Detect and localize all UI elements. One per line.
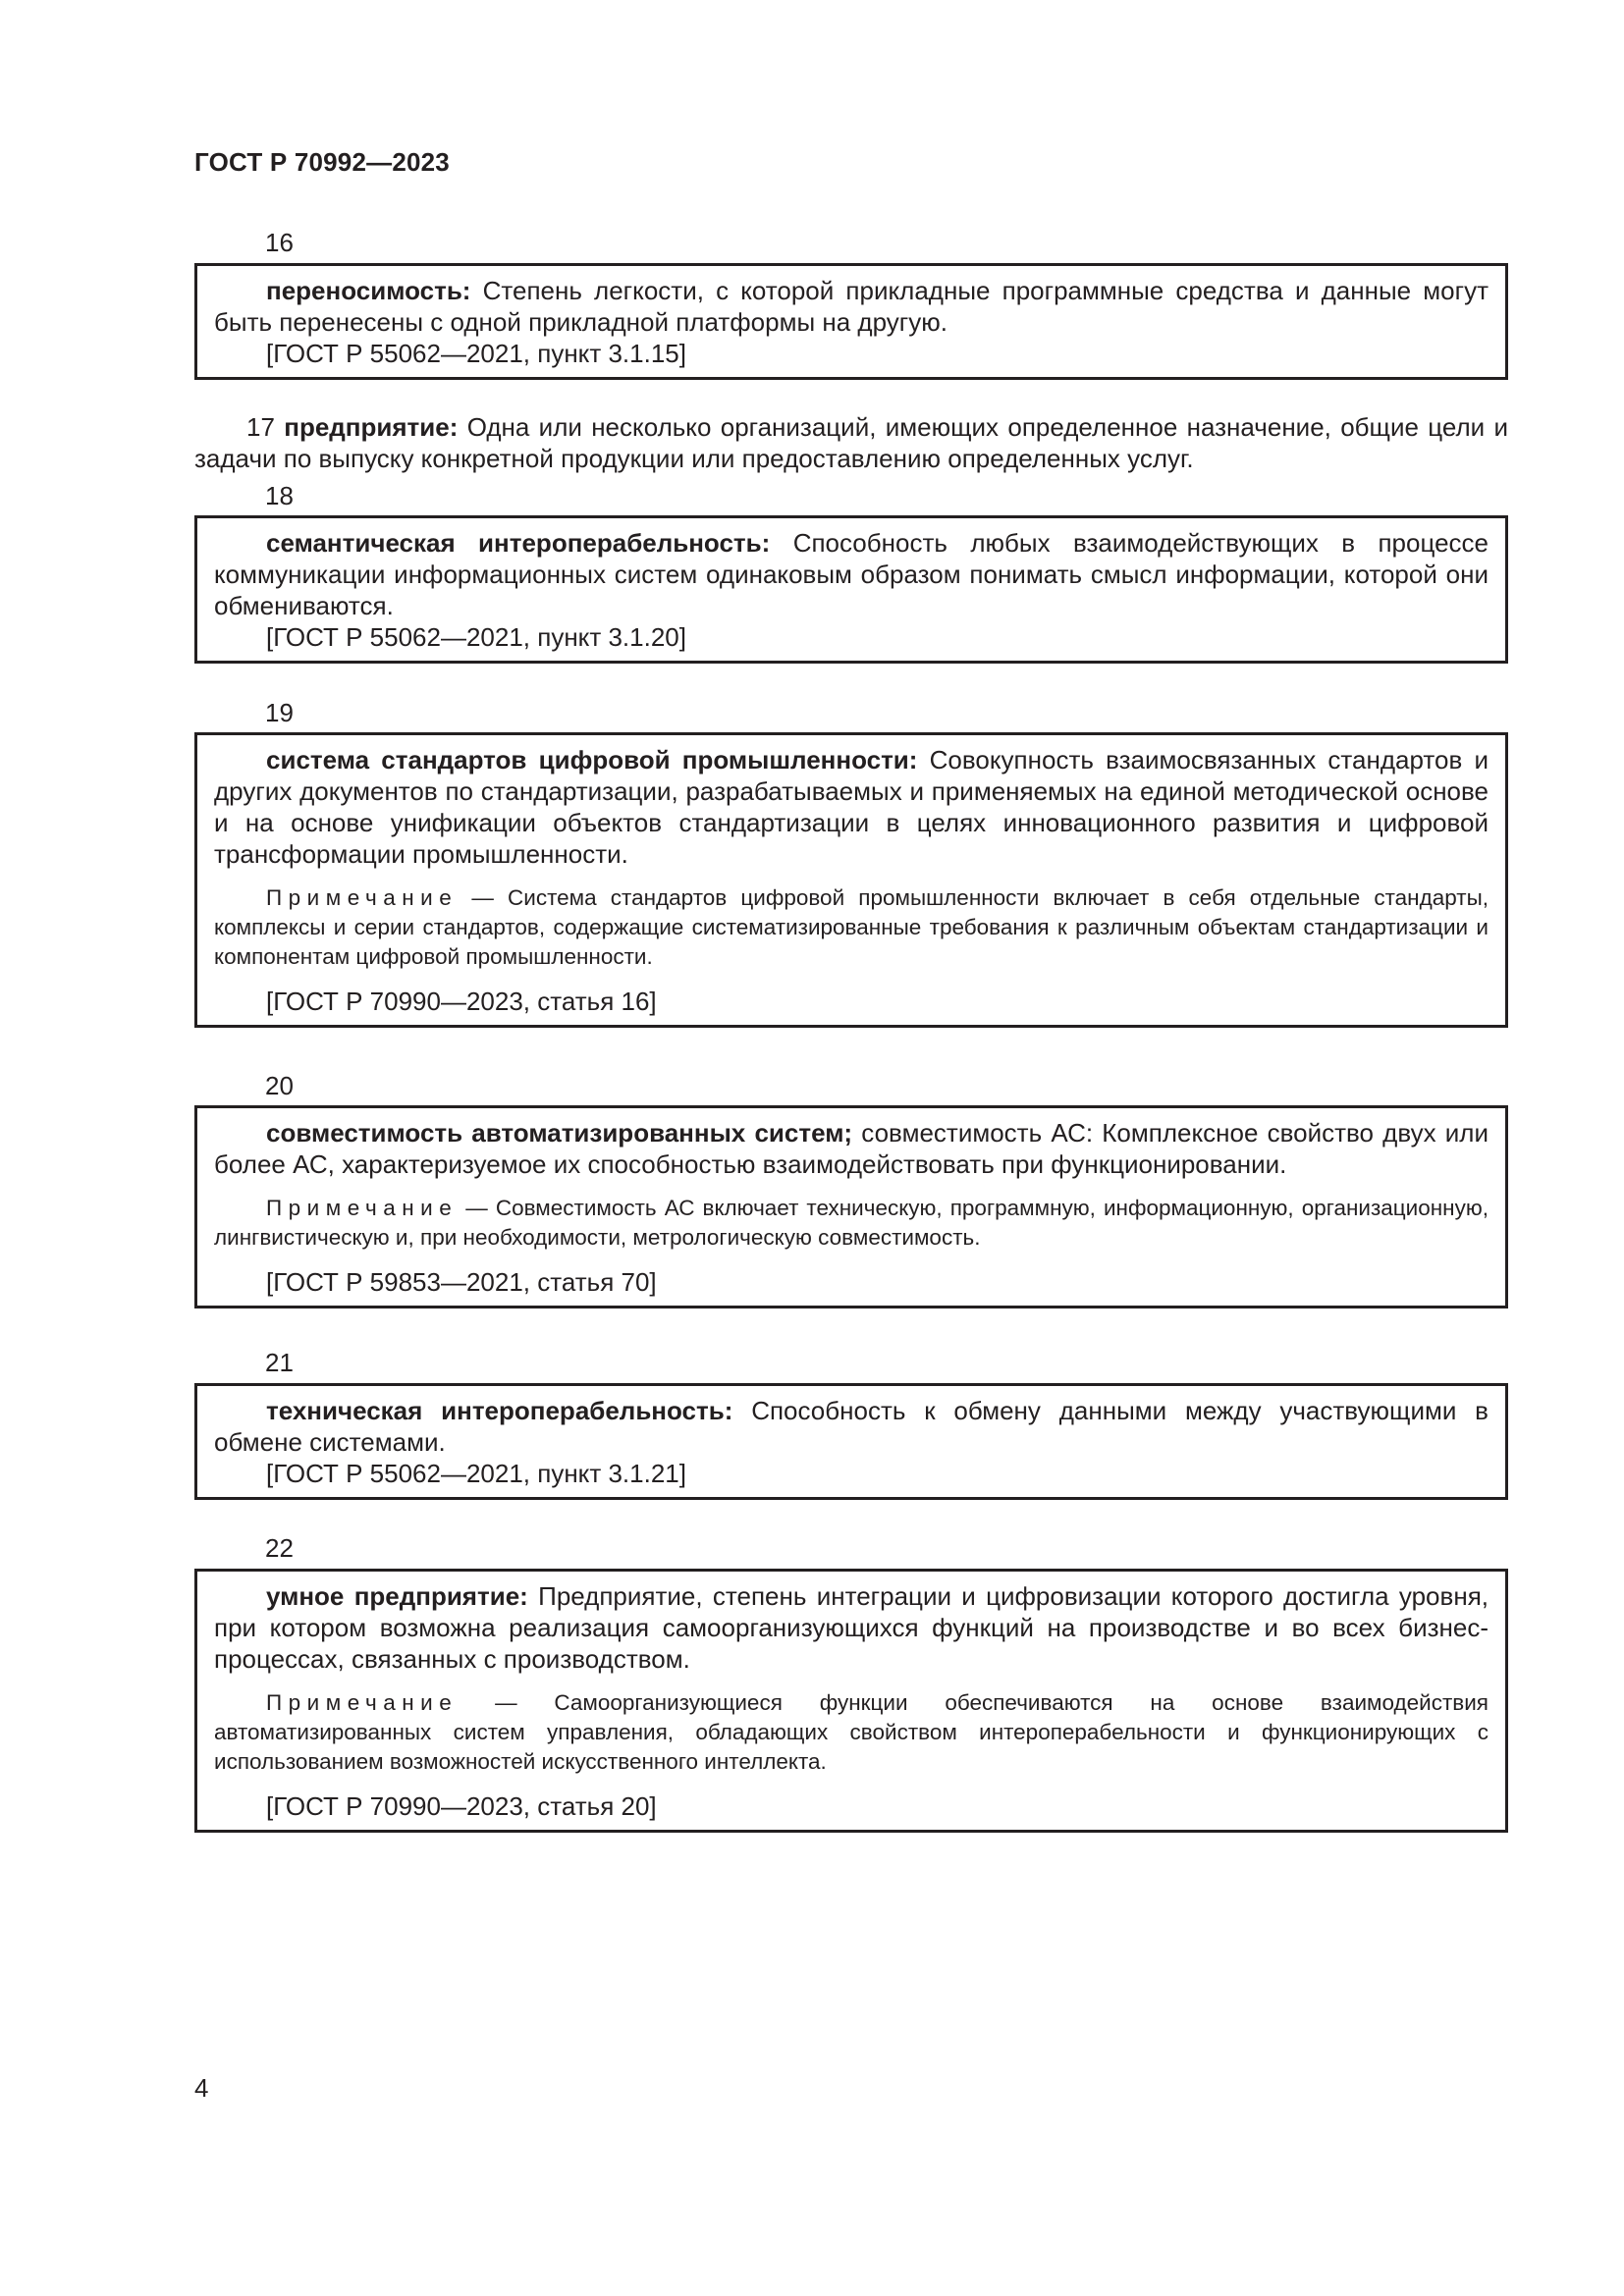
term-source: [ГОСТ Р 70990—2023, статья 16] — [266, 987, 657, 1016]
note-text: — Самоорганизующиеся функции обеспечиваются на основе взаимодействия автоматизированных систем управления, обладающих свойством интероперабельности и функционирующих с использованием возможностей искусственного интеллекта. — [214, 1690, 1489, 1774]
term-definition — [214, 275, 1489, 338]
term-number: 16 — [265, 228, 294, 257]
term-source: [ГОСТ Р 59853—2021, статья 70] — [266, 1267, 657, 1297]
term-source: [ГОСТ Р 55062—2021, пункт 3.1.15] — [266, 339, 686, 368]
definition-text: совместимость АС: Комплексное свойство двух или более АС, характеризуемое их способностью взаимодействовать при функционировании. — [214, 1118, 1489, 1179]
definition-text: Способность к обмену данными между участвующими в обмене системами. — [214, 1396, 1489, 1457]
term-box — [194, 732, 1508, 1028]
term-definition — [214, 527, 1489, 621]
definition-text: Способность любых взаимодействующих в процессе коммуникации информационных систем одинаковым образом понимать смысл информации, которой они обмениваются. — [214, 528, 1489, 620]
term-number: 18 — [265, 481, 294, 510]
term-source: [ГОСТ Р 55062—2021, пункт 3.1.20] — [266, 622, 686, 652]
definition-text: Одна или несколько организаций, имеющих определенное назначение, общие цели и задачи по выпуску конкретной продукции или предоставлению определенных услуг. — [194, 412, 1508, 473]
term-number: 22 — [265, 1533, 294, 1563]
term-box — [194, 1569, 1508, 1833]
term-definition — [194, 411, 1508, 474]
page-number: 4 — [194, 2073, 209, 2103]
term-number: 17 — [246, 412, 275, 442]
term-source: [ГОСТ Р 70990—2023, статья 20] — [266, 1791, 657, 1821]
term-definition — [214, 1117, 1489, 1180]
term-note — [214, 883, 1489, 972]
term-definition — [214, 1395, 1489, 1458]
note-label: Примечание — [266, 1196, 459, 1220]
definition-text: Степень легкости, с которой прикладные программные средства и данные могут быть перенесены с одной прикладной платформы на другую. — [214, 276, 1489, 337]
note-label: Примечание — [266, 1690, 459, 1715]
term-number: 19 — [265, 698, 294, 727]
document-header: ГОСТ Р 70992—2023 — [194, 147, 450, 177]
term-note — [214, 1688, 1489, 1777]
term-name: переносимость: — [266, 276, 471, 305]
term-box — [194, 263, 1508, 380]
term-box — [194, 515, 1508, 664]
definition-text: Предприятие, степень интеграции и цифровизации которого достигла уровня, при котором возможна реализация самоорганизующихся функций на производстве и во всех бизнес-процессах, связанных с производством. — [214, 1581, 1489, 1674]
term-number: 20 — [265, 1071, 294, 1100]
term-definition — [214, 744, 1489, 870]
term-name: техническая интероперабельность: — [266, 1396, 733, 1425]
term-box — [194, 1383, 1508, 1500]
term-name: умное предприятие: — [266, 1581, 528, 1611]
term-box — [194, 1105, 1508, 1308]
term-number: 21 — [265, 1348, 294, 1377]
term-free — [194, 411, 1508, 474]
note-label: Примечание — [266, 885, 459, 910]
term-note — [214, 1194, 1489, 1253]
term-name: система стандартов цифровой промышленности: — [266, 745, 918, 774]
term-name: совместимость автоматизированных систем; — [266, 1118, 853, 1148]
term-source: [ГОСТ Р 55062—2021, пункт 3.1.21] — [266, 1459, 686, 1488]
note-text: — Система стандартов цифровой промышленности включает в себя отдельные стандарты, комплексы и серии стандартов, содержащие систематизированные требования к различным объектам стандартизации и компонентам цифровой промышленности. — [214, 885, 1489, 969]
note-text: — Совместимость АС включает техническую, программную, информационную, организационную, лингвистическую и, при необходимости, метрологическую совместимость. — [214, 1196, 1489, 1250]
term-name: семантическая интероперабельность: — [266, 528, 771, 558]
definition-text: Совокупность взаимосвязанных стандартов и других документов по стандартизации, разрабатываемых и применяемых на единой методической основе и на основе унификации объектов стандартизации в целях инновационного развития и цифровой трансформации промышленности. — [214, 745, 1489, 869]
term-definition — [214, 1580, 1489, 1675]
term-name: предприятие: — [284, 412, 459, 442]
